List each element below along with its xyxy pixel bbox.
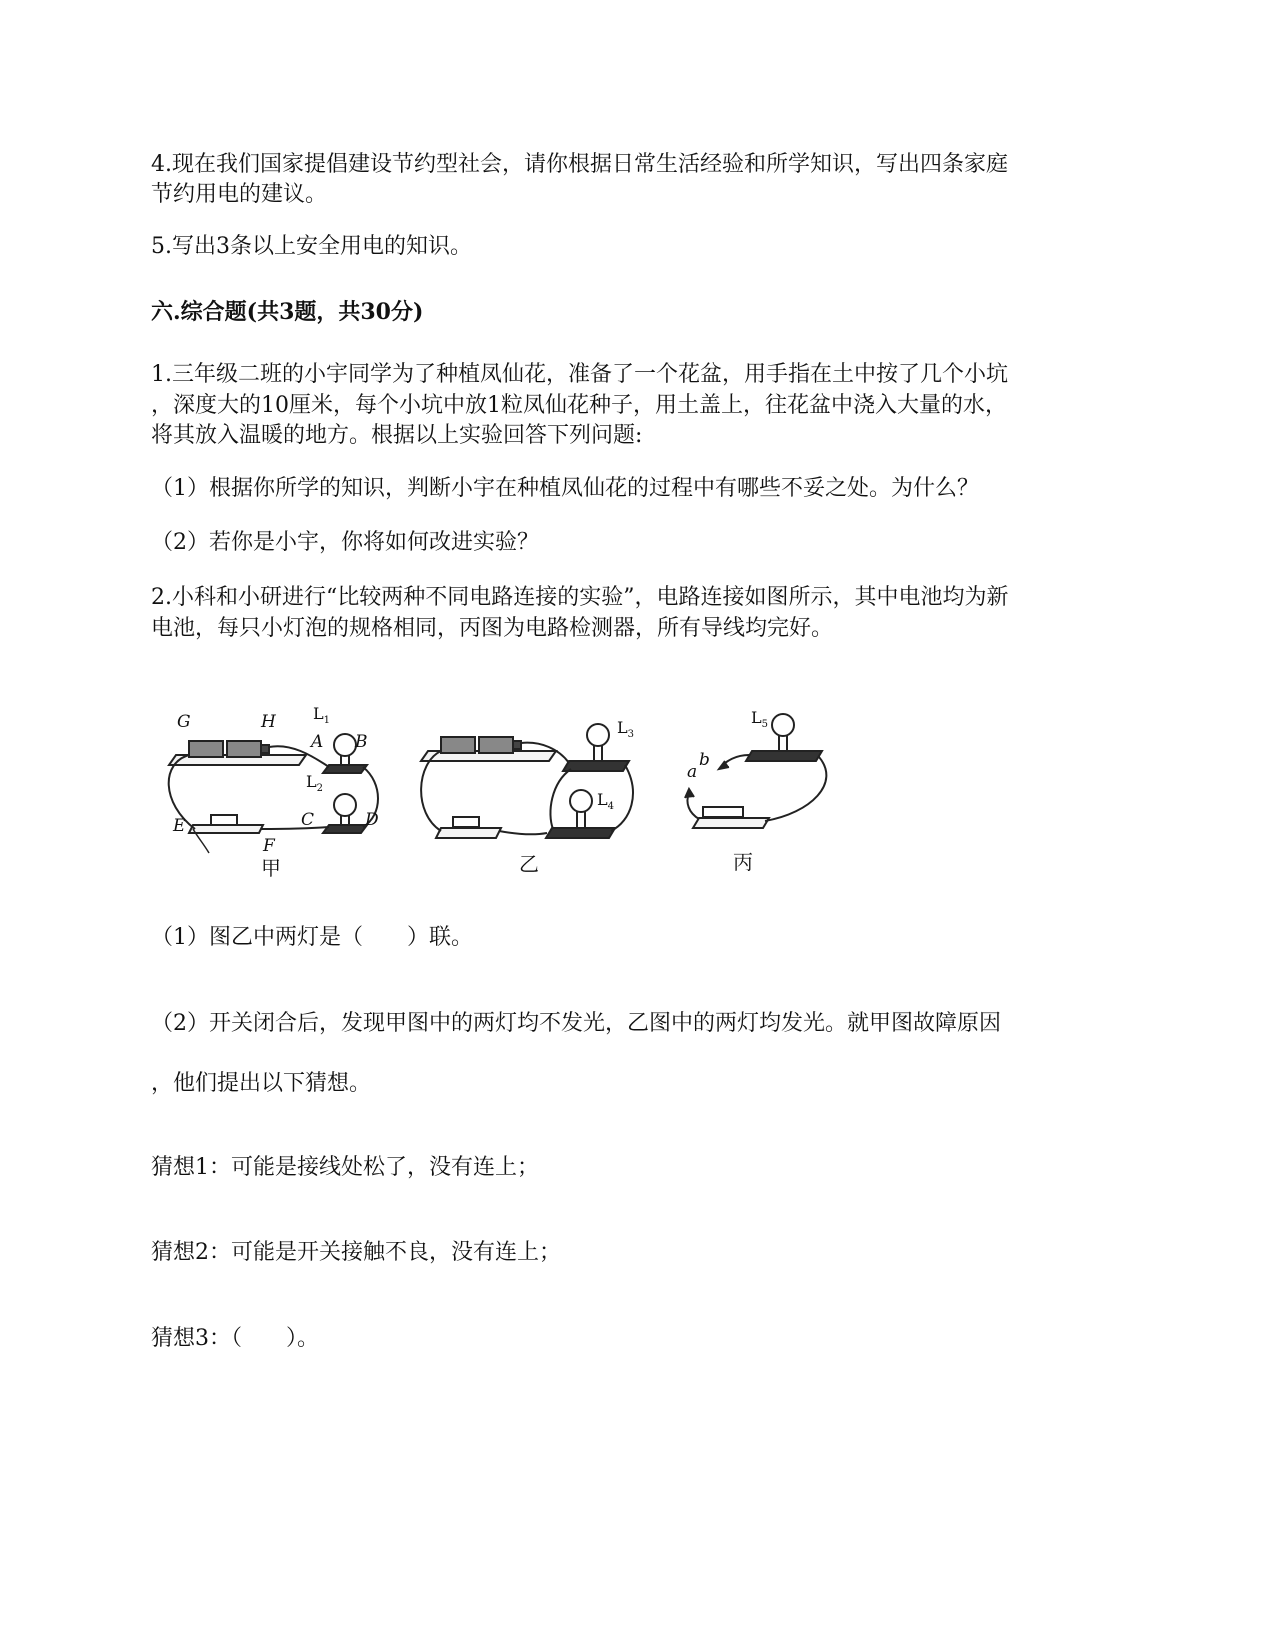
bulb-L2-icon xyxy=(334,794,356,816)
switch-icon xyxy=(211,815,237,825)
q4-text-line-2: 节约用电的建议。 xyxy=(151,182,328,207)
bulb-L4-icon xyxy=(570,790,592,812)
label-B: B xyxy=(355,732,368,752)
battery-icon xyxy=(189,741,223,757)
bulb-base-L1 xyxy=(323,765,367,773)
switch-board-bing xyxy=(693,818,769,828)
problem1-subquestion-1: （1）根据你所学的知识，判断小宇在种植凤仙花的过程中有哪些不妥之处。为什么？ xyxy=(151,476,979,501)
switch-icon xyxy=(453,817,479,827)
switch-board-jia xyxy=(189,825,263,833)
problem1-text-line-3: 将其放入温暖的地方。根据以上实验回答下列问题: xyxy=(151,423,643,448)
circuit-figure xyxy=(151,703,881,908)
label-L5: $L_5$ xyxy=(751,708,768,730)
switch-board-yi xyxy=(436,828,501,838)
bulb-base-L4 xyxy=(546,828,615,838)
problem1-text-line-1: 1.三年级二班的小宇同学为了种植凤仙花，准备了一个花盆，用手指在土中按了几个小坑 xyxy=(151,362,1008,387)
label-E: E xyxy=(173,816,186,836)
problem1-subquestion-2: （2）若你是小宇，你将如何改进实验？ xyxy=(151,530,539,555)
guess-3: 猜想3：（ ）。 xyxy=(151,1326,319,1351)
guess-2: 猜想2：可能是开关接触不良，没有连上； xyxy=(151,1240,561,1265)
caption-jia: 甲 xyxy=(261,856,281,880)
section-6-heading: 六.综合题(共3题，共30分) xyxy=(151,299,424,325)
label-H: H xyxy=(261,712,276,732)
label-L1: $L_1$ xyxy=(313,704,330,726)
label-C: C xyxy=(301,810,315,830)
problem1-text-line-2: ，深度大的10厘米，每个小坑中放1粒凤仙花种子，用土盖上，往花盆中浇入大量的水， xyxy=(151,393,1007,418)
battery-icon xyxy=(479,737,513,753)
caption-yi: 乙 xyxy=(519,852,539,876)
problem2-subquestion-1: （1）图乙中两灯是（ ）联。 xyxy=(151,925,473,950)
bulb-L3-icon xyxy=(587,724,609,746)
label-L4: $L_4$ xyxy=(597,790,614,812)
battery-icon xyxy=(227,741,261,757)
bulb-L5-icon xyxy=(772,714,794,736)
detector-icon xyxy=(703,807,743,817)
q5-text: 5.写出3条以上安全用电的知识。 xyxy=(151,234,472,259)
caption-bing: 丙 xyxy=(733,850,753,874)
problem2-subquestion-2-line-2: ，他们提出以下猜想。 xyxy=(151,1071,372,1096)
guess-1: 猜想1：可能是接线处松了，没有连上； xyxy=(151,1155,539,1180)
label-F: F xyxy=(263,836,275,856)
label-a: a xyxy=(687,762,698,782)
bulb-base-L5 xyxy=(746,751,822,761)
battery-icon xyxy=(441,737,475,753)
label-G: G xyxy=(177,712,191,732)
bulb-base-L2 xyxy=(323,825,367,833)
label-L2: $L_2$ xyxy=(306,772,323,794)
q4-text-line-1: 4.现在我们国家提倡建设节约型社会，请你根据日常生活经验和所学知识，写出四条家庭 xyxy=(151,152,1008,177)
problem2-text-line-2: 电池，每只小灯泡的规格相同，丙图为电路检测器，所有导线均完好。 xyxy=(151,616,834,641)
label-D: D xyxy=(365,810,379,830)
problem2-text-line-1: 2.小科和小研进行“比较两种不同电路连接的实验”，电路连接如图所示，其中电池均为新 xyxy=(151,585,1009,610)
bulb-base-L3 xyxy=(563,761,629,771)
label-b: b xyxy=(699,750,710,770)
label-L3: $L_3$ xyxy=(617,718,634,740)
label-A: A xyxy=(311,732,324,752)
problem2-subquestion-2-line-1: （2）开关闭合后，发现甲图中的两灯均不发光，乙图中的两灯均发光。就甲图故障原因 xyxy=(151,1011,1001,1036)
bulb-L1-icon xyxy=(334,734,356,756)
